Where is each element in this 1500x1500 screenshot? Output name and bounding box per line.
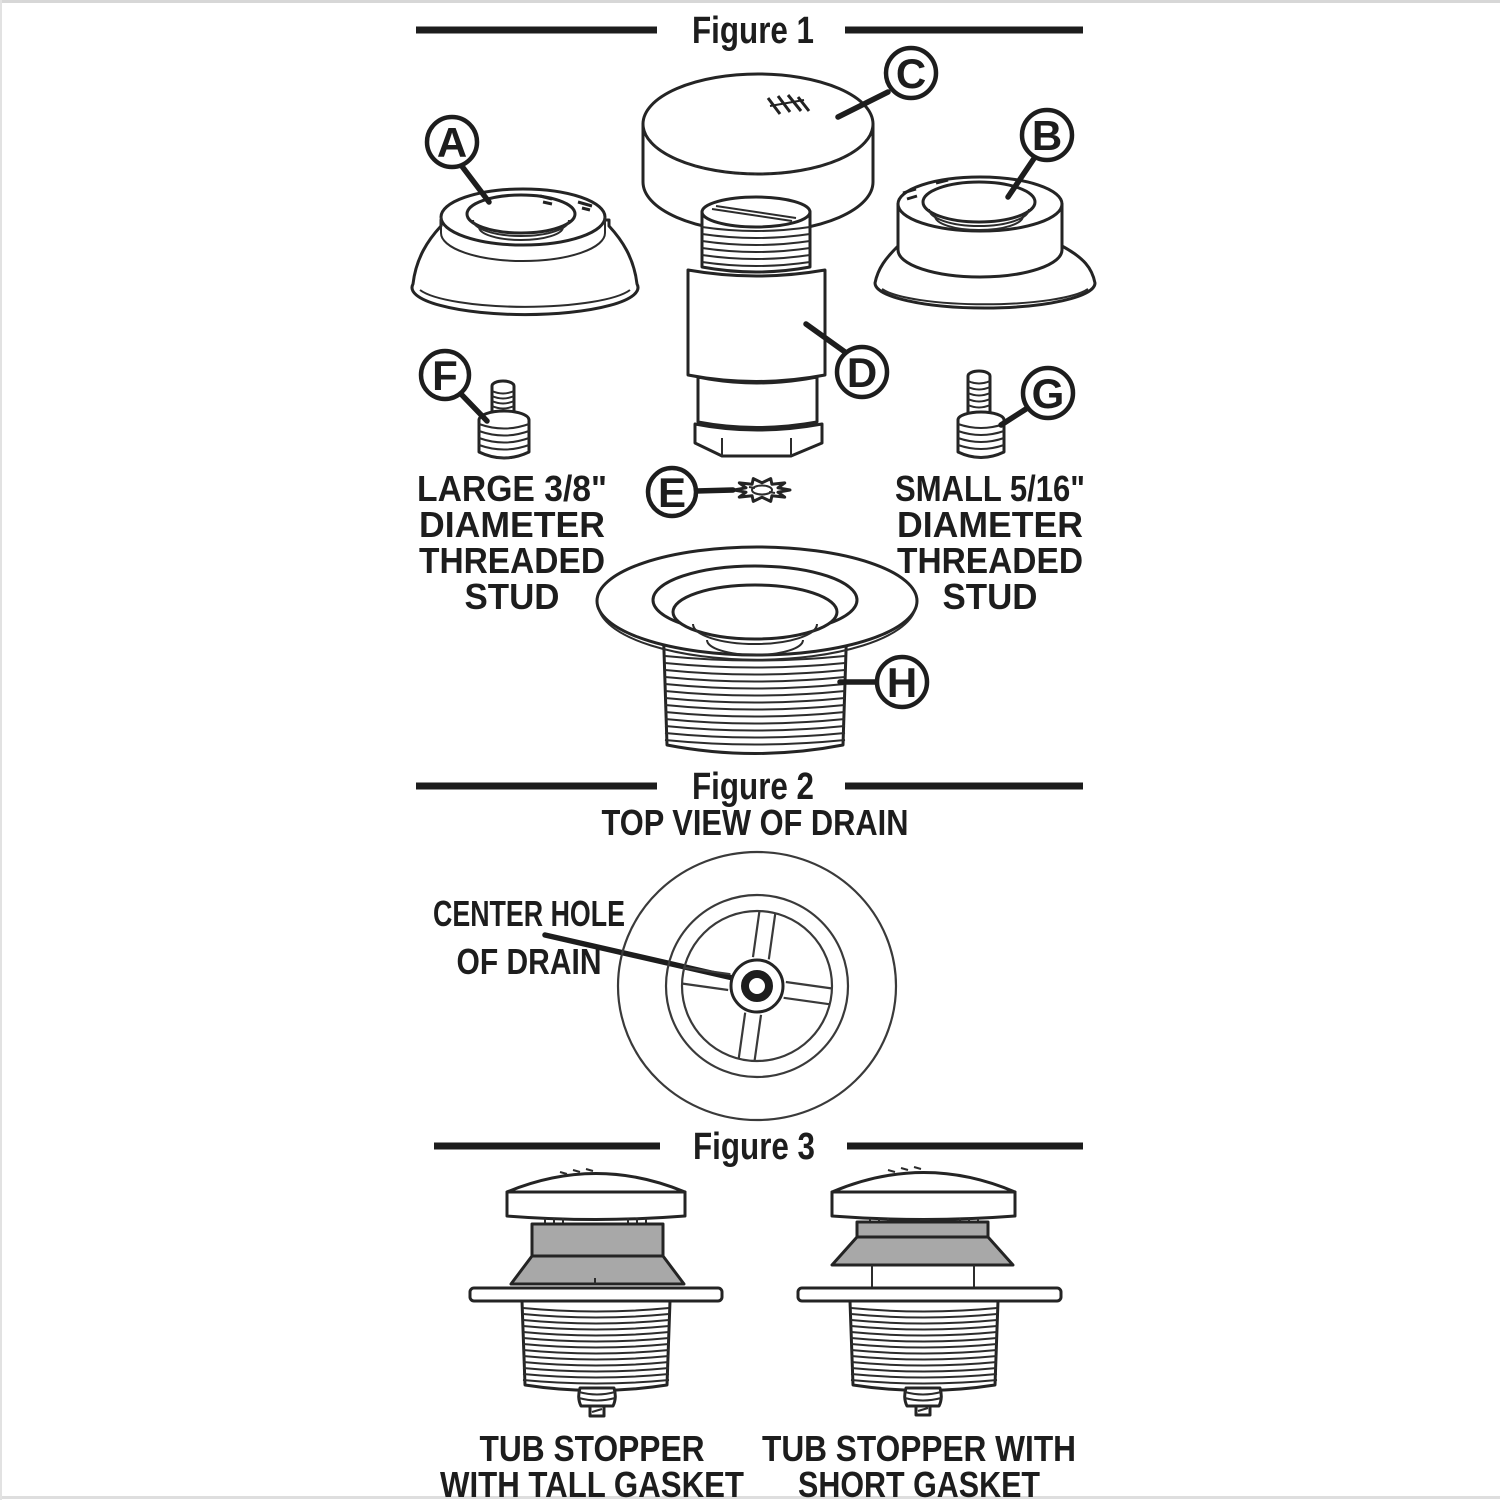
callout-b bbox=[1008, 110, 1072, 197]
bottom-screw-right bbox=[905, 1388, 942, 1415]
large-stud-note-line1: LARGE 3/8" bbox=[417, 468, 607, 509]
drain-top-view bbox=[618, 852, 896, 1120]
large-stud-note-line3: THREADED bbox=[419, 540, 605, 581]
callout-a-letter: A bbox=[436, 119, 468, 166]
part-bushing bbox=[688, 197, 825, 456]
small-stud-note bbox=[895, 468, 1085, 617]
part-drain-flange bbox=[597, 547, 917, 754]
center-hole-line2: OF DRAIN bbox=[456, 941, 602, 982]
callout-e bbox=[648, 468, 733, 516]
figure2-section bbox=[416, 766, 1083, 1120]
scan-border-bottom bbox=[0, 1496, 1500, 1499]
figure2-title: Figure 2 bbox=[692, 766, 814, 808]
small-stud-note-line1: SMALL 5/16" bbox=[895, 468, 1085, 509]
left-caption-line1: TUB STOPPER bbox=[479, 1428, 705, 1469]
bottom-screw-left bbox=[579, 1388, 616, 1416]
callout-g bbox=[1001, 368, 1073, 425]
left-caption-line2: WITH TALL GASKET bbox=[440, 1464, 744, 1500]
scan-border-top bbox=[0, 0, 1500, 3]
callout-b-letter: B bbox=[1031, 112, 1063, 159]
callout-f-letter: F bbox=[432, 352, 458, 399]
short-gasket-skirt bbox=[832, 1237, 1013, 1265]
callout-c-letter: C bbox=[895, 50, 927, 97]
flange-right bbox=[798, 1288, 1061, 1301]
large-stud-note-line4: STUD bbox=[464, 576, 560, 617]
figure3-section bbox=[434, 1126, 1083, 1500]
small-stud-note-line2: DIAMETER bbox=[897, 504, 1083, 545]
figure1-section bbox=[412, 10, 1095, 754]
callout-g-letter: G bbox=[1031, 370, 1065, 417]
callout-d-letter: D bbox=[846, 349, 878, 396]
callout-h-letter: H bbox=[886, 659, 918, 706]
small-stud-note-line4: STUD bbox=[942, 576, 1038, 617]
scan-border-left bbox=[0, 0, 2, 1500]
center-hole-line1: CENTER HOLE bbox=[433, 893, 625, 934]
callout-c bbox=[838, 48, 936, 117]
tall-gasket-skirt bbox=[511, 1256, 684, 1284]
stem-posts bbox=[872, 1265, 974, 1288]
part-gasket-a bbox=[412, 189, 638, 315]
callout-e-letter: E bbox=[657, 469, 687, 516]
part-star-washer bbox=[734, 479, 790, 502]
left-caption bbox=[440, 1428, 744, 1500]
stopper-short-gasket bbox=[798, 1167, 1061, 1415]
small-stud-note-line3: THREADED bbox=[897, 540, 1083, 581]
figure1-title: Figure 1 bbox=[692, 10, 814, 52]
figure2-subtitle: TOP VIEW OF DRAIN bbox=[601, 802, 909, 843]
callout-h bbox=[840, 657, 927, 707]
short-gasket-body bbox=[857, 1222, 988, 1237]
figure3-title: Figure 3 bbox=[693, 1126, 815, 1168]
tall-gasket-body bbox=[532, 1224, 663, 1256]
part-stud-small bbox=[958, 371, 1004, 458]
right-caption-line1: TUB STOPPER WITH bbox=[762, 1428, 1076, 1469]
large-stud-note bbox=[417, 468, 607, 617]
right-caption-line2: SHORT GASKET bbox=[798, 1464, 1041, 1500]
flange-left bbox=[470, 1288, 722, 1301]
stopper-tall-gasket bbox=[470, 1169, 722, 1416]
right-caption bbox=[762, 1428, 1076, 1500]
callout-f bbox=[421, 351, 487, 421]
part-gasket-b bbox=[875, 177, 1095, 308]
callout-a bbox=[427, 117, 489, 202]
large-stud-note-line2: DIAMETER bbox=[419, 504, 605, 545]
